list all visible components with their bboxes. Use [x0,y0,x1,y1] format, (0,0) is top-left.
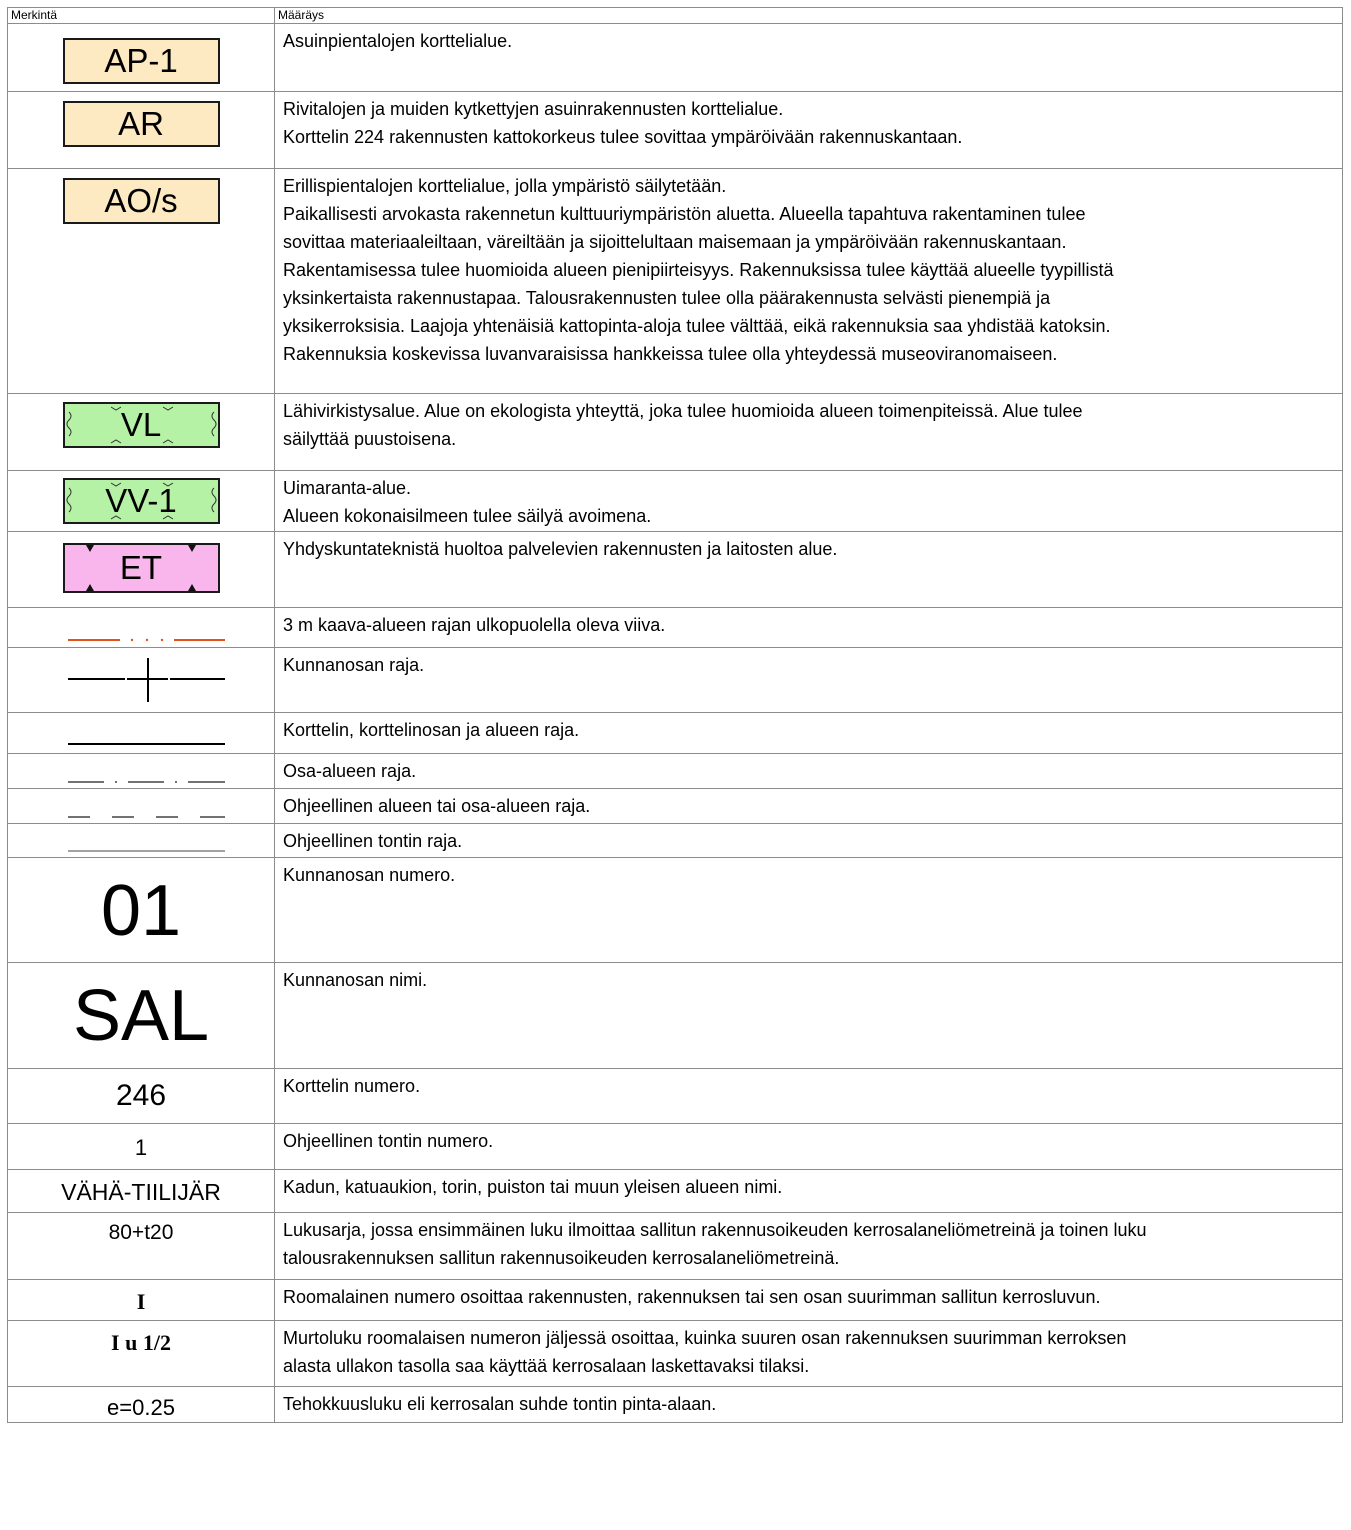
attic-fraction-sample: I u 1/2 [111,1330,171,1355]
legend-row [8,789,1343,824]
legend-row [8,1069,1343,1124]
symbol-cell [8,394,275,471]
indicative-plot-boundary-icon [8,824,275,858]
building-right-sample: 80+t20 [108,1221,174,1244]
description-cell [275,713,1343,754]
description-line: Roomalainen numero osoittaa rakennusten, rakennuksen tai sen osan suurimman sallitun kerrosluvun. [283,1287,1101,1307]
symbol-cell [8,824,275,858]
description-line: Murtoluku roomalaisen numeron jäljessä osoittaa, kuinka suuren osan rakennuksen suurimman kerroksen [283,1328,1127,1348]
description-cell [275,1387,1343,1423]
symbol-cell [8,471,275,532]
symbol-vl-label: VL [120,406,162,443]
legend-row [8,1387,1343,1423]
symbol-et-label: ET [119,549,163,586]
description-cell [275,1213,1343,1280]
symbol-vl [63,402,220,448]
symbol-vv1-label: VV-1 [105,482,177,519]
description-line: Kunnanosan raja. [283,655,425,675]
legend-row [8,754,1343,789]
symbol-aos: AO/s [63,178,220,224]
legend-row [8,1280,1343,1321]
description-cell [275,169,1343,394]
description-line: Korttelin, korttelinosan ja alueen raja. [283,720,580,740]
description-line: Kunnanosan numero. [283,865,456,885]
legend-row [8,532,1343,608]
description-line: Uimaranta-alue. [283,478,412,498]
description-cell [275,1280,1343,1321]
description-line: 3 m kaava-alueen rajan ulkopuolella oleva viiva. [283,615,666,635]
legend-row [8,858,1343,963]
symbol-cell [8,1170,275,1213]
symbol-ap1: AP-1 [63,38,220,84]
plot-number-sample: 1 [134,1135,148,1160]
symbol-cell [8,1124,275,1170]
description-line: Rivitalojen ja muiden kytkettyjen asuinrakennusten korttelialue. [283,99,784,119]
symbol-cell [8,789,275,824]
block-boundary-line-icon [8,713,275,754]
description-line: Paikallisesti arvokasta rakennetun kulttuuriympäristön aluetta. Alueella tapahtuva rakentaminen tulee [283,204,1086,224]
description-line: alasta ullakon tasolla saa käyttää kerrosalaan laskettavaksi tilaksi. [283,1356,810,1376]
symbol-cell [8,1213,275,1280]
symbol-cell [8,24,275,92]
indicative-area-boundary-icon [8,789,275,824]
description-line: talousrakennuksen sallitun rakennusoikeuden kerrosalaneliömetreinä. [283,1248,840,1268]
description-line: Korttelin numero. [283,1076,421,1096]
municipal-part-name-sample: SAL [72,976,210,1056]
description-cell [275,532,1343,608]
legend-table [7,7,1343,1423]
description-cell [275,92,1343,169]
efficiency-ratio-sample: e=0.25 [107,1395,175,1420]
plan-boundary-3m-line-icon [8,608,275,648]
legend-row [8,608,1343,648]
symbol-cell [8,713,275,754]
description-cell [275,963,1343,1069]
description-cell [275,648,1343,713]
description-line: Kunnanosan nimi. [283,970,428,990]
legend-header-row [8,8,1343,24]
legend-row [8,471,1343,532]
description-line: Korttelin 224 rakennusten kattokorkeus tulee sovittaa ympäröivään rakennuskantaan. [283,127,963,147]
description-line: Kadun, katuaukion, torin, puiston tai muun yleisen alueen nimi. [283,1177,783,1197]
symbol-cell [8,648,275,713]
description-line: Yhdyskuntateknistä huoltoa palvelevien rakennusten ja laitosten alue. [283,539,838,559]
description-line: yksikerroksisia. Laajoja yhtenäisiä kattopinta-aloja tulee välttää, eikä rakennuksia saa yhdistää katoksin. [283,316,1111,336]
description-cell [275,858,1343,963]
description-line: Rakennuksia koskevissa luvanvaraisissa hankkeissa tulee olla yhteydessä museoviranomaiseen. [283,344,1058,364]
block-number-sample: 246 [115,1079,167,1112]
description-line: Rakentamisessa tulee huomioida alueen pienipiirteisyys. Rakennuksissa tulee käyttää alueelle tyypillistä [283,260,1114,280]
description-cell [275,1069,1343,1124]
symbol-cell [8,1321,275,1387]
description-cell [275,394,1343,471]
description-cell [275,789,1343,824]
legend-row [8,92,1343,169]
description-line: Osa-alueen raja. [283,761,417,781]
symbol-cell [8,1280,275,1321]
description-cell [275,608,1343,648]
description-cell [275,1321,1343,1387]
symbol-cell [8,754,275,789]
description-cell [275,824,1343,858]
legend-row [8,394,1343,471]
legend-row [8,24,1343,92]
header-symbol: Merkintä [8,8,275,24]
symbol-cell [8,92,275,169]
description-cell [275,24,1343,92]
description-line: Ohjeellinen tontin numero. [283,1131,494,1151]
municipal-part-boundary-icon [8,648,275,713]
municipal-part-number-sample: 01 [100,871,182,951]
symbol-cell [8,169,275,394]
symbol-et [63,543,220,593]
legend-row [8,1321,1343,1387]
description-cell [275,471,1343,532]
description-cell [275,754,1343,789]
symbol-cell [8,1069,275,1124]
symbol-cell [8,858,275,963]
legend-row [8,824,1343,858]
description-line: Ohjeellinen tontin raja. [283,831,463,851]
legend-row [8,1170,1343,1213]
description-line: Asuinpientalojen korttelialue. [283,31,513,51]
symbol-cell [8,1387,275,1423]
legend-row [8,648,1343,713]
description-line: Ohjeellinen alueen tai osa-alueen raja. [283,796,591,816]
description-line: Alueen kokonaisilmeen tulee säilyä avoimena. [283,506,652,526]
description-line: Erillispientalojen korttelialue, jolla ympäristö säilytetään. [283,176,727,196]
symbol-cell [8,963,275,1069]
floor-count-sample: I [136,1289,146,1314]
description-line: yksinkertaista rakennustapaa. Talousrakennusten tulee olla päärakennusta selvästi pienempiä ja [283,288,1051,308]
description-line: Lähivirkistysalue. Alue on ekologista yhteyttä, joka tulee huomioida alueen toimenpiteissä. Alue tulee [283,401,1083,421]
symbol-cell [8,532,275,608]
legend-row [8,1213,1343,1280]
header-description: Määräys [275,8,1343,24]
description-line: sovittaa materiaaleiltaan, väreiltään ja sijoittelultaan maisemaan ja ympäröivään rakennuskantaan. [283,232,1067,252]
legend-row [8,713,1343,754]
subarea-boundary-line-icon [8,754,275,789]
description-line: Lukusarja, jossa ensimmäinen luku ilmoittaa sallitun rakennusoikeuden kerrosalaneliömetreinä ja toinen luku [283,1220,1147,1240]
symbol-vv1 [63,478,220,524]
symbol-ar: AR [63,101,220,147]
description-cell [275,1170,1343,1213]
description-line: säilyttää puustoisena. [283,429,457,449]
symbol-cell [8,608,275,648]
description-line: Tehokkuusluku eli kerrosalan suhde tontin pinta-alaan. [283,1394,717,1414]
legend-row [8,963,1343,1069]
legend-row [8,169,1343,394]
legend-row [8,1124,1343,1170]
street-name-sample: VÄHÄ-TIILIJÄR [61,1179,221,1205]
description-cell [275,1124,1343,1170]
